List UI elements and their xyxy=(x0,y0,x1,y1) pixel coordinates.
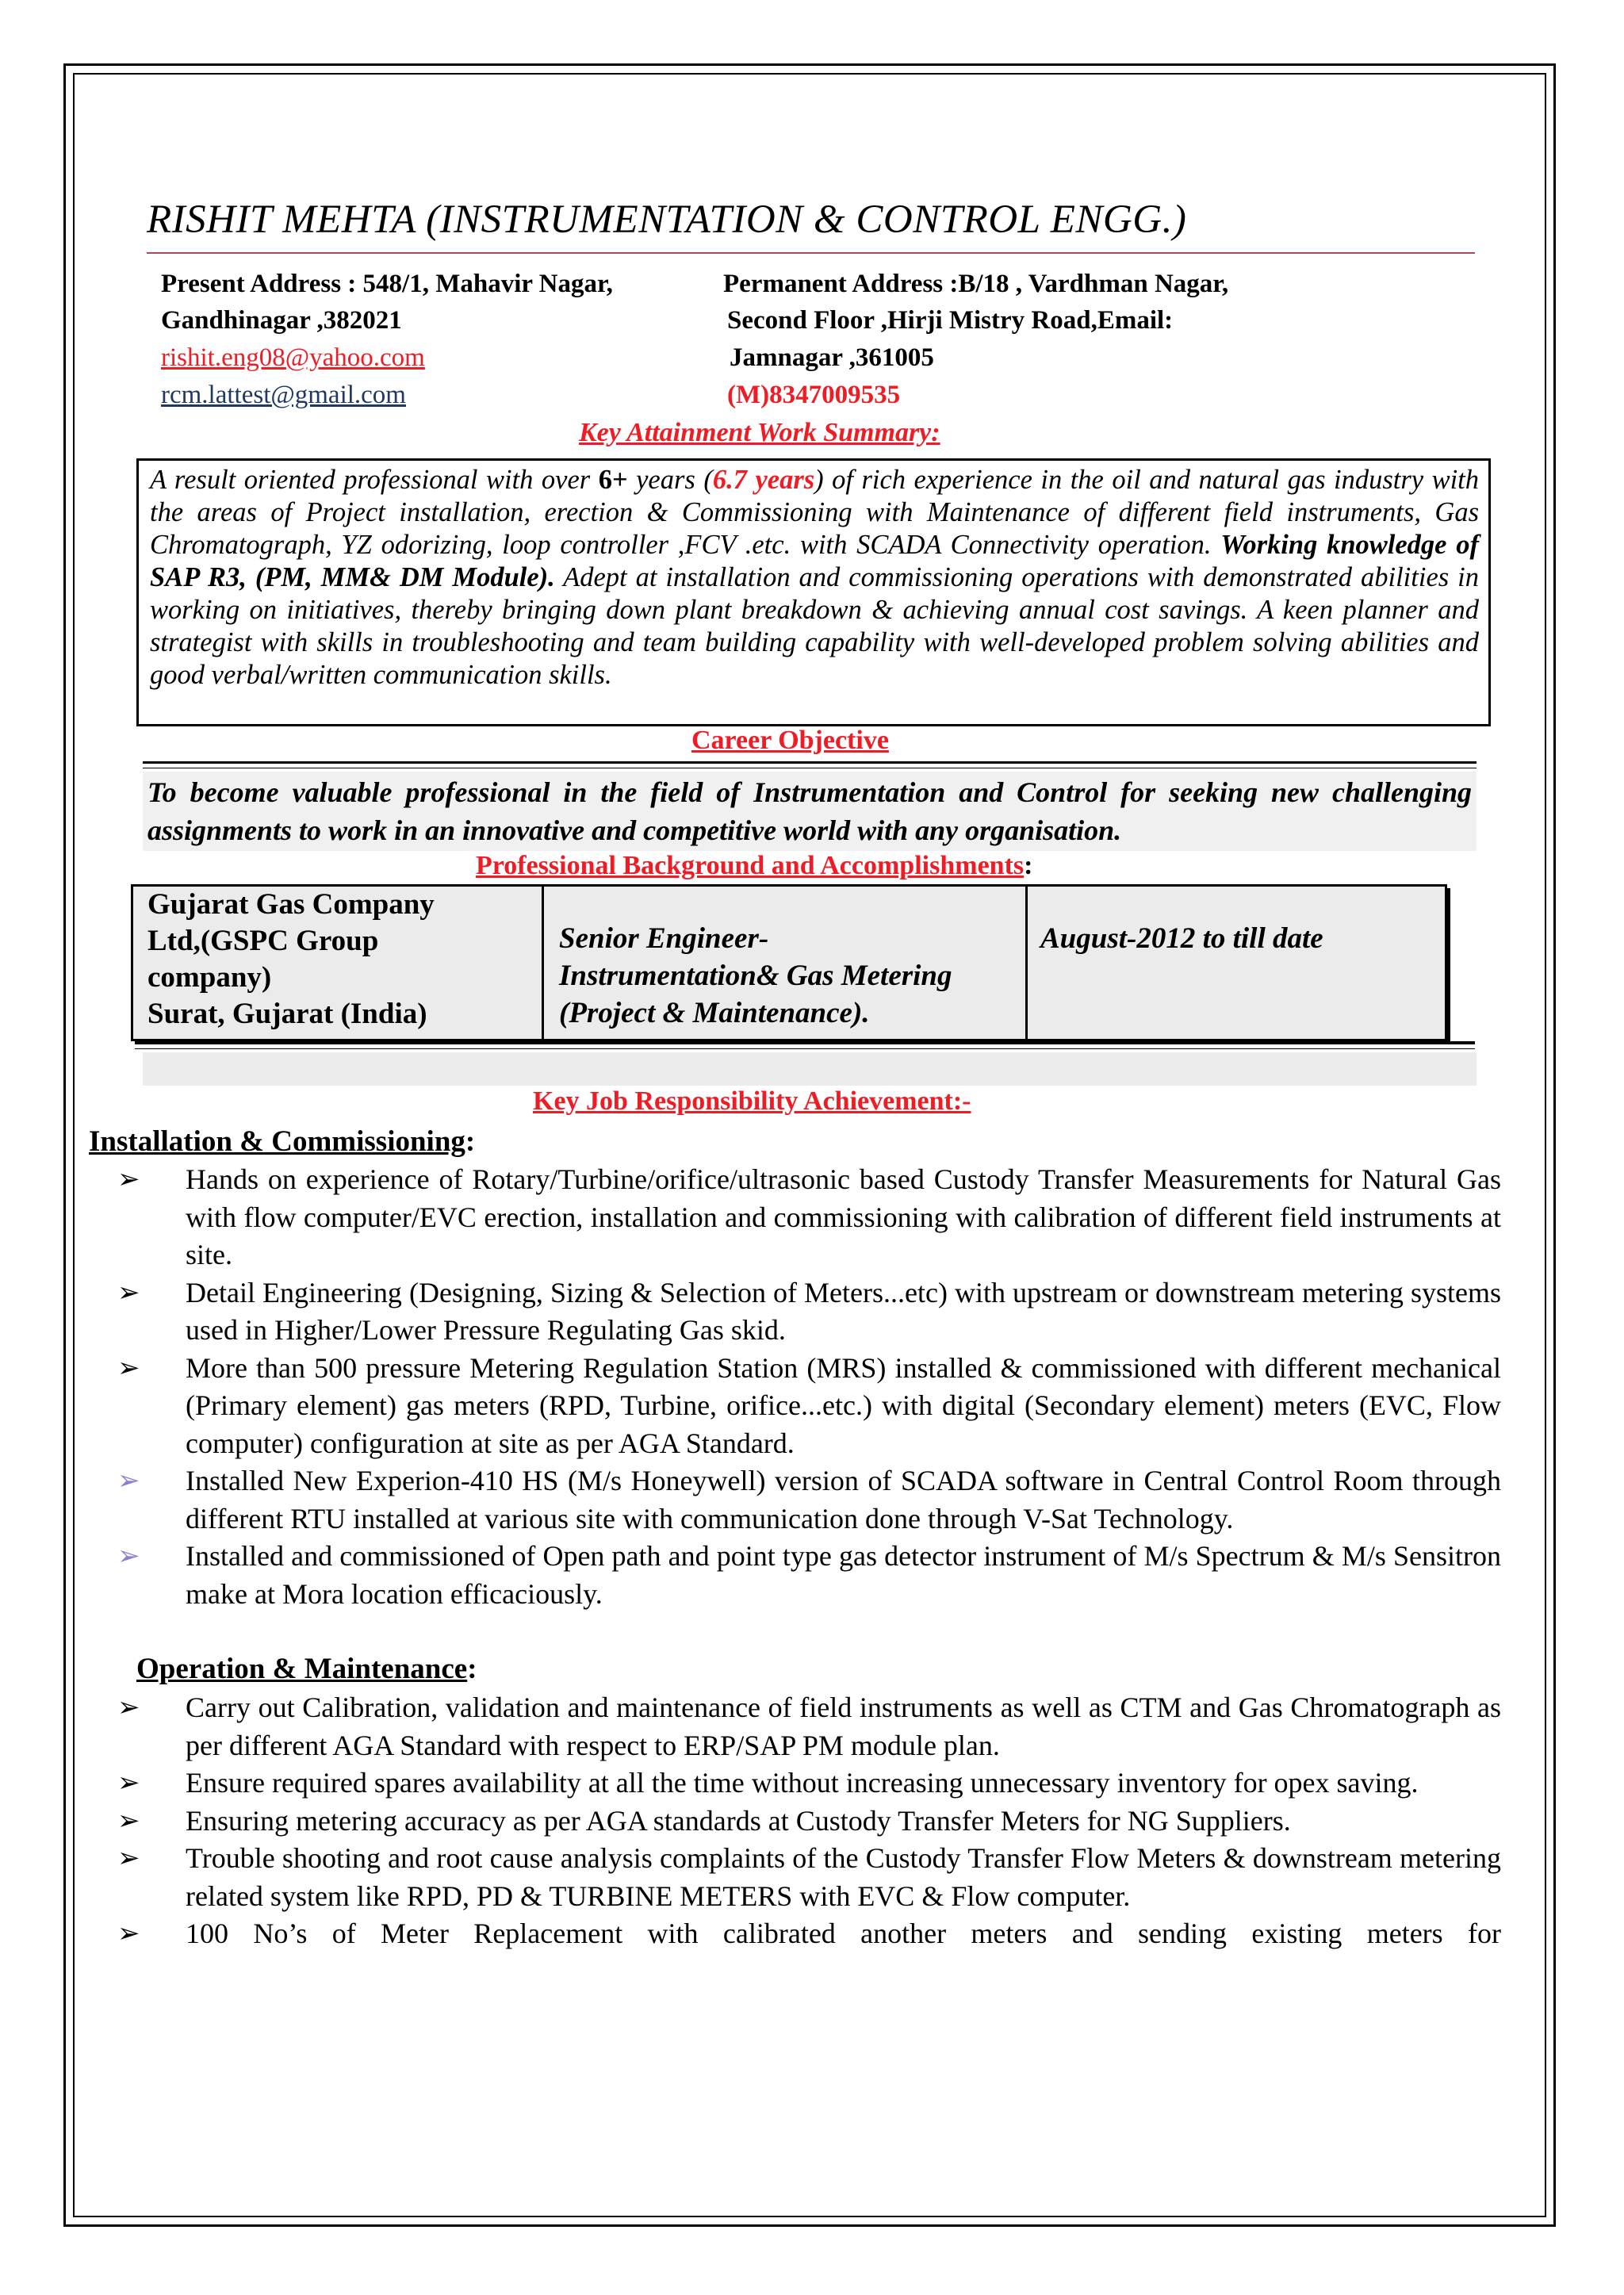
permanent-address-line2: Second Floor ,Hirji Mistry Road,Email: xyxy=(727,306,1174,335)
summary-years-bold: 6+ xyxy=(598,465,628,495)
responsibility-heading: Key Job Responsibility Achievement:- xyxy=(533,1086,971,1116)
bullet-arrow-icon: ➢ xyxy=(117,1353,140,1383)
mobile-number: (M)8347009535 xyxy=(727,381,901,409)
bullet-arrow-icon: ➢ xyxy=(117,1806,140,1836)
bullet-arrow-icon: ➢ xyxy=(117,1165,140,1194)
summary-heading: Key Attainment Work Summary: xyxy=(579,418,940,447)
company-line: Ltd,(GSPC Group xyxy=(147,925,379,957)
bullet-arrow-icon: ➢ xyxy=(117,1693,140,1722)
background-table-rule xyxy=(135,1048,1475,1049)
operation-heading-colon: : xyxy=(467,1653,477,1685)
company-line: company) xyxy=(147,961,272,994)
bullet-arrow-icon: ➢ xyxy=(117,1768,140,1798)
operation-heading-wrap xyxy=(136,1652,477,1686)
bullet-arrow-icon: ➢ xyxy=(117,1466,140,1496)
installation-list xyxy=(117,1161,1501,1613)
bullet-arrow-icon: ➢ xyxy=(117,1844,140,1873)
summary-box xyxy=(136,458,1491,726)
list-item: ➢ Detail Engineering (Designing, Sizing & Selection of Meters...etc) with upstream or downstream metering systems used in Higher/Lower Pressure Regulating Gas skid. xyxy=(117,1274,1501,1350)
installation-heading: Installation & Commissioning xyxy=(89,1125,465,1158)
career-objective-text: To become valuable professional in the field of Instrumentation and Control for seeking new challenging assignments to work in an innovative and competitive world with any organisation. xyxy=(147,776,1472,846)
company-location: Surat, Gujarat (India) xyxy=(147,998,427,1030)
list-item: ➢ Installed New Experion-410 HS (M/s Honeywell) version of SCADA software in Central Control Room through different RTU installed at various site with communication done through V-Sat Technology. xyxy=(117,1462,1501,1538)
email-link-yahoo[interactable]: rishit.eng08@yahoo.com xyxy=(161,343,425,372)
operation-list xyxy=(117,1689,1501,1953)
company-line: Gujarat Gas Company xyxy=(147,888,435,921)
background-table-shade xyxy=(143,1052,1477,1086)
bullet-arrow-icon: ➢ xyxy=(117,1919,140,1948)
list-item: ➢ Ensuring metering accuracy as per AGA standards at Custody Transfer Meters for NG Suppliers. xyxy=(117,1803,1501,1841)
list-item: ➢ Trouble shooting and root cause analysis complaints of the Custody Transfer Flow Meters & downstream metering related system like RPD, PD & TURBINE METERS with EVC & Flow computer. xyxy=(117,1840,1501,1915)
installation-heading-colon: : xyxy=(465,1125,476,1158)
list-item: ➢ 100 No’s of Meter Replacement with calibrated another meters and sending existing meters for xyxy=(117,1915,1501,1953)
resume-title: RISHIT MEHTA (INSTRUMENTATION & CONTROL ENGG.) xyxy=(147,197,1187,242)
summary-sap-bold: Working knowledge of SAP R3, (PM, MM& DM Module). xyxy=(150,530,1479,592)
operation-heading: Operation & Maintenance xyxy=(136,1653,468,1685)
list-item: ➢ Hands on experience of Rotary/Turbine/orifice/ultrasonic based Custody Transfer Measurements for Natural Gas with flow computer/EVC erection, installation and commissioning with calibration of different field instruments at site. xyxy=(117,1161,1501,1274)
role-cell xyxy=(559,920,1019,1032)
bullet-arrow-icon: ➢ xyxy=(117,1278,140,1308)
bullet-arrow-icon: ➢ xyxy=(117,1542,140,1571)
present-address-line1: Present Address : 548/1, Mahavir Nagar, xyxy=(161,270,613,298)
background-heading-colon: : xyxy=(1024,851,1033,880)
list-item: ➢ More than 500 pressure Metering Regulation Station (MRS) installed & commissioned with different mechanical (Primary element) gas meters (RPD, Turbine, orifice...etc.) with digital (Secondary element) meters (EVC, Flow computer) configuration at site as per AGA Standard. xyxy=(117,1350,1501,1463)
background-heading: Professional Background and Accomplishments xyxy=(476,851,1025,880)
role-line: (Project & Maintenance). xyxy=(559,997,870,1029)
summary-text: A result oriented professional with over 6+ years (6.7 years) of rich experience in the oil and natural gas industry with the areas of Project installation, erection & Commissioning with Maintenance of different field instruments, Gas Chromatograph, YZ odorizing, loop controller ,FCV .etc. with SCADA Connectivity operation. Working knowledge of SAP R3, (PM, MM& DM Module). Adept at installation and commissioning operations with demonstrated abilities in working on initiatives, thereby bringing down plant breakdown & achieving annual cost savings. A keen planner and strategist with skills in troubleshooting and team building capability with well-developed problem solving abilities and good verbal/written communication skills. xyxy=(150,465,1480,690)
email-link-gmail[interactable]: rcm.lattest@gmail.com xyxy=(161,381,406,409)
installation-heading-wrap xyxy=(89,1125,475,1159)
summary-years-red: 6.7 years xyxy=(712,465,815,495)
background-table-divider-2 xyxy=(1025,884,1028,1041)
list-item: ➢ Ensure required spares availability at all the time without increasing unnecessary inventory for opex saving. xyxy=(117,1764,1501,1803)
background-heading-wrap xyxy=(476,851,1032,881)
background-table-divider-1 xyxy=(542,884,544,1041)
title-divider xyxy=(147,252,1475,254)
list-item: ➢ Installed and commissioned of Open path and point type gas detector instrument of M/s Spectrum & M/s Sensitron make at Mora location efficaciously. xyxy=(117,1538,1501,1613)
company-cell xyxy=(147,887,536,1033)
period-cell: August-2012 to till date xyxy=(1040,922,1323,955)
permanent-address-line1: Permanent Address :B/18 , Vardhman Nagar, xyxy=(723,270,1229,298)
role-line: Senior Engineer- xyxy=(559,922,769,955)
career-objective-heading: Career Objective xyxy=(691,726,889,755)
list-item: ➢ Carry out Calibration, validation and maintenance of field instruments as well as CTM and Gas Chromatograph as per different AGA Standard with respect to ERP/SAP PM module plan. xyxy=(117,1689,1501,1764)
role-line: Instrumentation& Gas Metering xyxy=(559,960,952,992)
background-table-shadow-right xyxy=(1447,888,1450,1044)
objective-rule-thick xyxy=(143,761,1477,764)
background-table-shadow-bottom xyxy=(135,1041,1475,1044)
permanent-address-line3: Jamnagar ,361005 xyxy=(730,343,934,372)
present-address-line2: Gandhinagar ,382021 xyxy=(161,306,402,335)
